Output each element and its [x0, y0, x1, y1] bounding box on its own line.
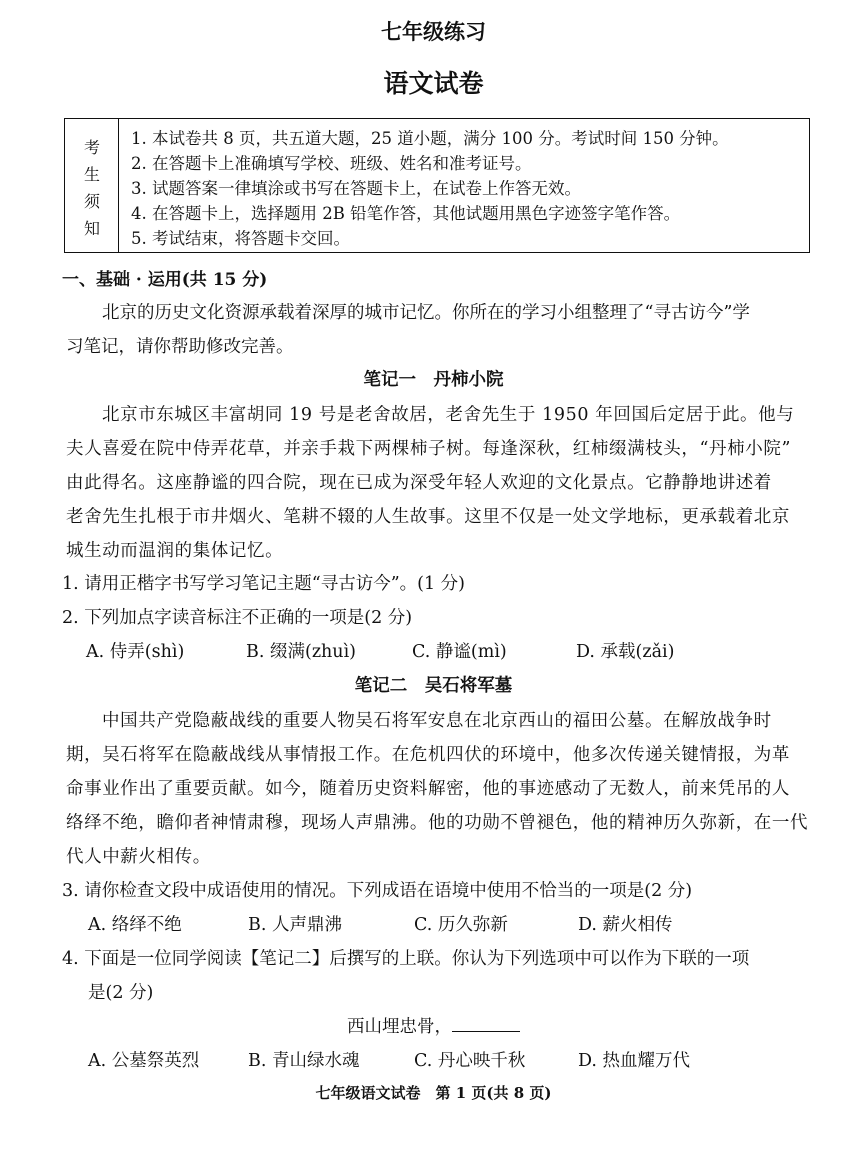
note2-title: 笔记二 吴石将军墓 — [354, 676, 513, 696]
question-3: 3. 请你检查文段中成语使用的情况。下列成语在语境中使用不恰当的一项是(2 分) — [62, 881, 693, 901]
question-2-option: A. 侍弄(shì) — [86, 642, 185, 662]
note2-line: 期，吴石将军在隐蔽战线从事情报工作。在危机四伏的环境中，他多次传递关键情报，为革 — [66, 745, 790, 765]
exam-grade-title: 七年级练习 — [381, 19, 486, 44]
note1-line: 北京市东城区丰富胡同 19 号是老舍故居，老舍先生于 1950 年回国后定居于此。他与 — [102, 405, 795, 425]
question-2-option: C. 静谧(mì) — [412, 642, 507, 662]
question-3-option: B. 人声鼎沸 — [248, 915, 342, 935]
note1-title: 笔记一 丹柿小院 — [363, 370, 504, 390]
answer-blank — [452, 1015, 520, 1032]
question-4-option: B. 青山绿水魂 — [248, 1051, 360, 1071]
notice-heading-char: 须 — [83, 192, 100, 211]
note2-line: 命事业作出了重要贡献。如今，随着历史资料解密，他的事迹感动了无数人，前来凭吊的人 — [66, 779, 790, 799]
section-heading: 一、基础 · 运用(共 15 分) — [62, 270, 268, 290]
question-3-option: A. 络绎不绝 — [88, 915, 182, 935]
section-intro-line: 习笔记，请你帮助修改完善。 — [66, 337, 294, 357]
question-4: 4. 下面是一位同学阅读【笔记二】后撰写的上联。你认为下列选项中可以作为下联的一项 — [62, 949, 750, 969]
question-4-option: C. 丹心映千秋 — [414, 1051, 526, 1071]
question-3-option: D. 薪火相传 — [578, 915, 673, 935]
note2-line: 中国共产党隐蔽战线的重要人物吴石将军安息在北京西山的福田公墓。在解放战争时 — [102, 711, 772, 731]
note1-line: 老舍先生扎根于市井烟火、笔耕不辍的人生故事。这里不仅是一处文学地标，更承载着北京 — [66, 507, 790, 527]
question-2: 2. 下列加点字读音标注不正确的一项是(2 分) — [62, 608, 413, 628]
note1-line: 夫人喜爱在院中侍弄花草，并亲手栽下两棵柿子树。每逢深秋，红柿缀满枝头，“丹柿小院” — [66, 439, 791, 459]
question-3-option: C. 历久弥新 — [414, 915, 508, 935]
notice-heading — [65, 119, 119, 252]
notice-heading-char: 考 — [83, 138, 100, 157]
question-4-option: D. 热血耀万代 — [578, 1051, 691, 1071]
question-4-option: A. 公墓祭英烈 — [88, 1051, 200, 1071]
question-1: 1. 请用正楷字书写学习笔记主题“寻古访今”。(1 分) — [62, 574, 466, 594]
exam-subject-title: 语文试卷 — [383, 69, 484, 98]
page-footer: 七年级语文试卷 第 1 页(共 8 页) — [315, 1084, 552, 1102]
note1-line: 由此得名。这座静谧的四合院，现在已成为深受年轻人欢迎的文化景点。它静静地讲述着 — [66, 473, 772, 493]
notice-item: 2. 在答题卡上准确填写学校、班级、姓名和准考证号。 — [131, 154, 532, 173]
candidate-notice-box — [64, 118, 810, 253]
notice-item: 5. 考试结束，将答题卡交回。 — [131, 229, 350, 248]
question-2-option: D. 承载(zǎi) — [576, 642, 675, 662]
couplet-first-line — [0, 1013, 867, 1038]
couplet-text: 西山埋忠骨， — [347, 1017, 452, 1037]
question-4-continued: 是(2 分) — [88, 983, 154, 1003]
notice-item: 4. 在答题卡上，选择题用 2B 铅笔作答，其他试题用黑色字迹签字笔作答。 — [131, 204, 681, 223]
notice-item: 1. 本试卷共 8 页，共五道大题，25 道小题，满分 100 分。考试时间 150 分钟。 — [131, 129, 729, 148]
note1-line: 城生动而温润的集体记忆。 — [66, 541, 284, 561]
notice-heading-char: 生 — [83, 165, 100, 184]
notice-heading-char: 知 — [83, 219, 100, 238]
section-intro-line: 北京的历史文化资源承载着深厚的城市记忆。你所在的学习小组整理了“寻古访今”学 — [102, 303, 750, 323]
note2-line: 代人中薪火相传。 — [66, 847, 211, 867]
note2-line: 络绎不绝，瞻仰者神情肃穆，现场人声鼎沸。他的功勋不曾褪色，他的精神历久弥新，在一代 — [66, 813, 809, 833]
notice-item: 3. 试题答案一律填涂或书写在答题卡上，在试卷上作答无效。 — [131, 179, 581, 198]
question-2-option: B. 缀满(zhuì) — [246, 642, 356, 662]
